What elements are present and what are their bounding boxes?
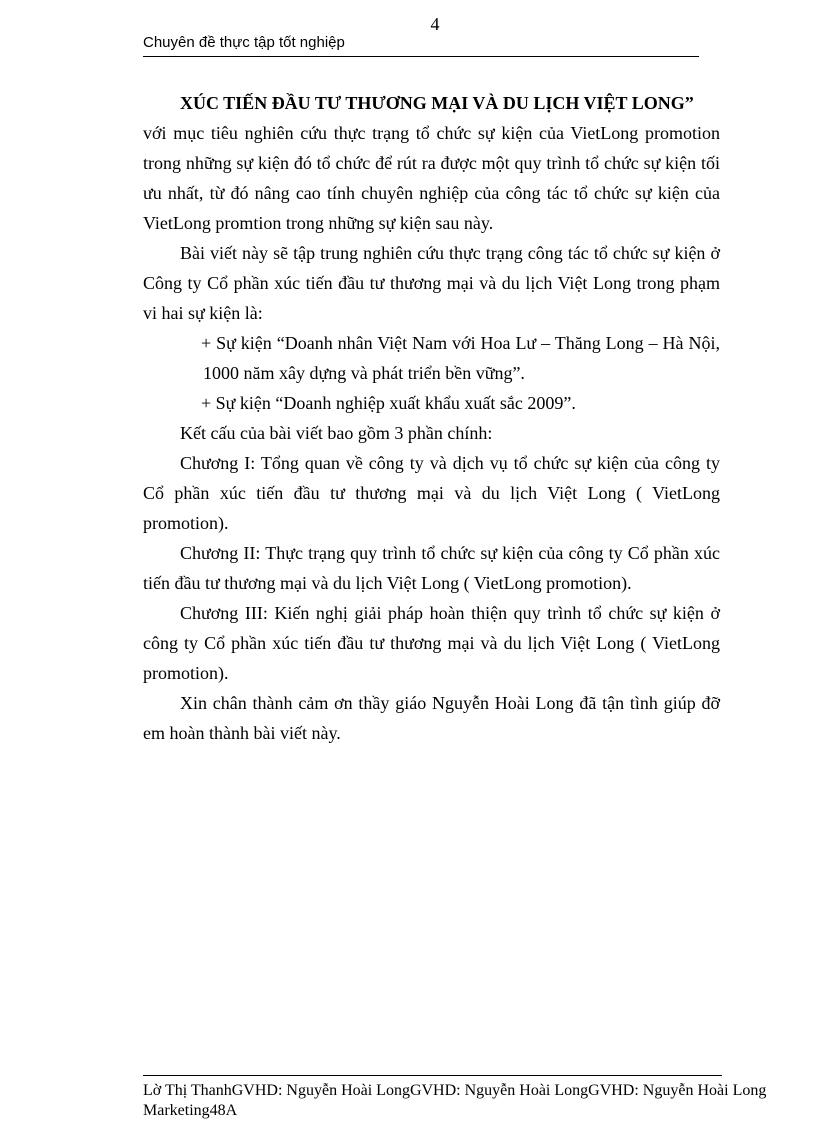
header-title: Chuyên đề thực tập tốt nghiệp bbox=[143, 34, 345, 51]
chapter-3: Chương III: Kiến nghị giải pháp hoàn thiện quy trình tổ chức sự kiện ở công ty Cổ phần xúc tiến đầu tư thương mại và du lịch Việt Long ( VietLong promotion). bbox=[143, 603, 720, 683]
list-item-event-1: + Sự kiện “Doanh nhân Việt Nam với Hoa Lư – Thăng Long – Hà Nội, 1000 năm xây dựng và phát triển bền vững”. bbox=[201, 333, 720, 383]
document-body bbox=[143, 88, 720, 748]
list-item-event-2: + Sự kiện “Doanh nghiệp xuất khẩu xuất sắc 2009”. bbox=[201, 393, 576, 413]
footer-author-line: Lờ Thị ThanhGVHD: Nguyễn Hoài LongGVHD: Nguyễn Hoài LongGVHD: Nguyễn Hoài Long bbox=[143, 1082, 767, 1099]
chapter-1: Chương I: Tổng quan về công ty và dịch vụ tổ chức sự kiện của công ty Cổ phần xúc tiến đầu tư thương mại và du lịch Việt Long ( VietLong promotion). bbox=[143, 453, 720, 533]
paragraph-thanks: Xin chân thành cảm ơn thầy giáo Nguyễn Hoài Long đã tận tình giúp đỡ em hoàn thành bài viết này. bbox=[143, 693, 720, 743]
paragraph-scope: Bài viết này sẽ tập trung nghiên cứu thực trạng công tác tổ chức sự kiện ở Công ty Cổ phần xúc tiến đầu tư thương mại và du lịch Việt Long trong phạm vi hai sự kiện là: bbox=[143, 243, 720, 323]
footer bbox=[143, 1081, 803, 1121]
paragraph-objective: với mục tiêu nghiên cứu thực trạng tổ chức sự kiện của VietLong promotion trong những sự kiện đó tổ chức để rút ra được một quy trình tổ chức sự kiện tối ưu nhất, từ đó nâng cao tính chuyên nghiệp của công tác tổ chức sự kiện của VietLong promtion trong những sự kiện sau này. bbox=[143, 123, 720, 233]
footer-divider bbox=[143, 1075, 722, 1076]
chapter-2: Chương II: Thực trạng quy trình tổ chức sự kiện của công ty Cổ phần xúc tiến đầu tư thương mại và du lịch Việt Long ( VietLong promotion). bbox=[143, 543, 720, 593]
page-number: 4 bbox=[430, 14, 440, 34]
paragraph-structure: Kết cấu của bài viết bao gồm 3 phần chính: bbox=[180, 423, 493, 443]
section-heading: XÚC TIẾN ĐẦU TƯ THƯƠNG MẠI VÀ DU LỊCH VIỆT LONG” bbox=[180, 93, 694, 113]
footer-class-line: Marketing48A bbox=[143, 1102, 238, 1119]
header-divider bbox=[143, 56, 699, 57]
